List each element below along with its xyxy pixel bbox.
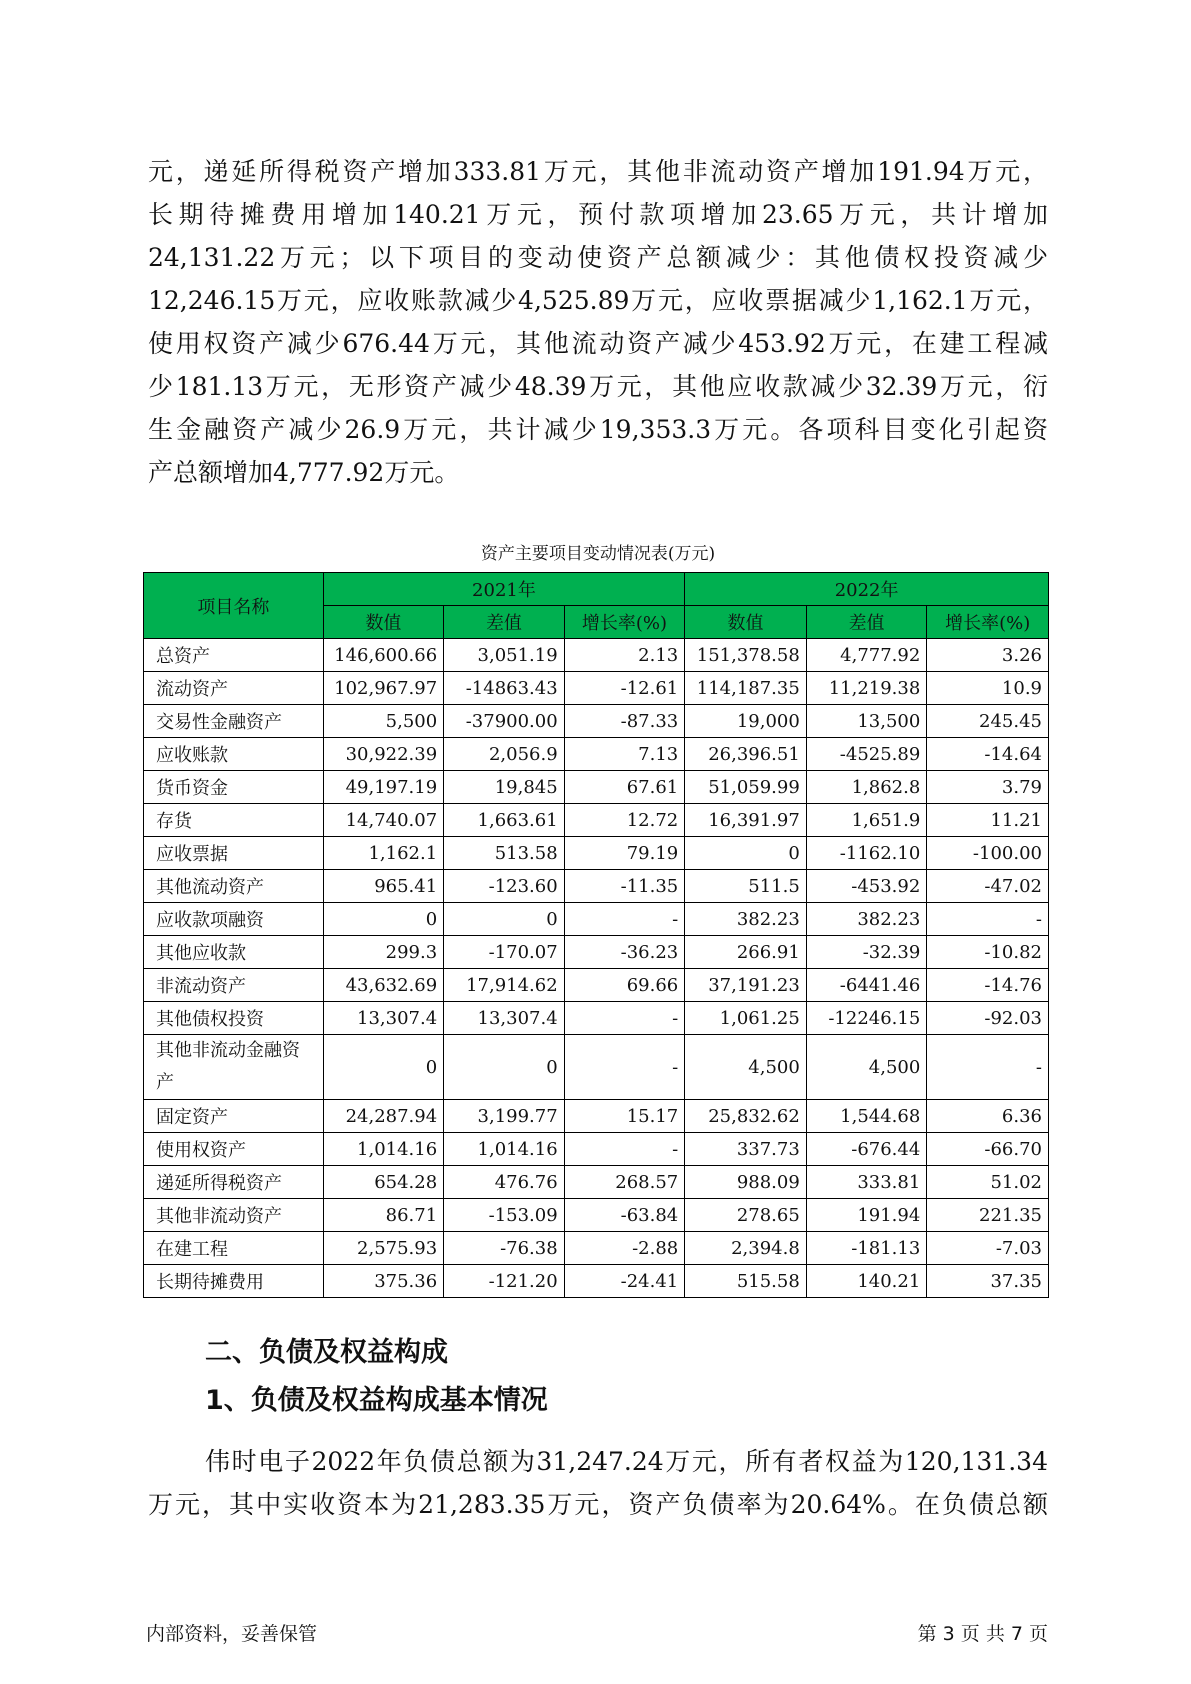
row-item-name: 总资产 — [144, 639, 324, 672]
table-row — [144, 804, 1049, 837]
row-item-name: 非流动资产 — [144, 969, 324, 1002]
row-item-name: 货币资金 — [144, 771, 324, 804]
table-cell: 79.19 — [564, 837, 685, 870]
row-item-name: 应收票据 — [144, 837, 324, 870]
table-cell: 1,544.68 — [806, 1100, 927, 1133]
table-cell: -123.60 — [444, 870, 565, 903]
footer-page-number: 第 3 页 共 7 页 — [917, 1623, 1048, 1645]
table-cell: 151,378.58 — [685, 639, 807, 672]
table-cell: 1,014.16 — [323, 1133, 444, 1166]
table-cell: 43,632.69 — [323, 969, 444, 1002]
table-cell: 26,396.51 — [685, 738, 807, 771]
table-cell: -121.20 — [444, 1265, 565, 1298]
table-cell: 7.13 — [564, 738, 685, 771]
table-cell: 0 — [444, 903, 565, 936]
table-cell: 51.02 — [927, 1166, 1049, 1199]
table-cell: -87.33 — [564, 705, 685, 738]
table-cell: 266.91 — [685, 936, 807, 969]
table-cell: -11.35 — [564, 870, 685, 903]
table-cell: 1,862.8 — [806, 771, 927, 804]
footer-confidential-note: 内部资料，妥善保管 — [146, 1623, 318, 1645]
table-cell: -92.03 — [927, 1002, 1049, 1035]
table-cell: 2,394.8 — [685, 1232, 807, 1265]
table-cell: 2,575.93 — [323, 1232, 444, 1265]
row-item-name: 应收款项融资 — [144, 903, 324, 936]
table-cell: 140.21 — [806, 1265, 927, 1298]
subheader-difference: 差值 — [806, 606, 927, 639]
table-cell: -36.23 — [564, 936, 685, 969]
table-cell: -7.03 — [927, 1232, 1049, 1265]
table-cell: -37900.00 — [444, 705, 565, 738]
row-item-name: 交易性金融资产 — [144, 705, 324, 738]
table-cell: 4,500 — [685, 1035, 807, 1100]
table-cell: -32.39 — [806, 936, 927, 969]
paragraph-line: 长期待摊费用增加140.21万元，预付款项增加23.65万元，共计增加 — [148, 200, 1048, 229]
table-cell: -24.41 — [564, 1265, 685, 1298]
table-cell: 268.57 — [564, 1166, 685, 1199]
row-item-name: 其他流动资产 — [144, 870, 324, 903]
table-cell: -14.64 — [927, 738, 1049, 771]
section-heading: 二、负债及权益构成 — [205, 1337, 448, 1368]
table-cell: -12.61 — [564, 672, 685, 705]
table-cell: 221.35 — [927, 1199, 1049, 1232]
intro-paragraph — [148, 150, 1048, 494]
table-cell: 17,914.62 — [444, 969, 565, 1002]
table-row — [144, 837, 1049, 870]
subheader-growth-rate: 增长率(%) — [564, 606, 685, 639]
paragraph-line: 12,246.15万元，应收账款减少4,525.89万元，应收票据减少1,162.1万元， — [148, 286, 1048, 315]
table-cell: 25,832.62 — [685, 1100, 807, 1133]
table-row — [144, 771, 1049, 804]
table-cell: 375.36 — [323, 1265, 444, 1298]
subheader-value: 数值 — [685, 606, 807, 639]
paragraph-line: 元，递延所得税资产增加333.81万元，其他非流动资产增加191.94万元， — [148, 157, 1048, 186]
table-cell: 6.36 — [927, 1100, 1049, 1133]
table-cell: 333.81 — [806, 1166, 927, 1199]
header-year-2022: 2022年 — [685, 573, 1049, 606]
table-cell: 30,922.39 — [323, 738, 444, 771]
table-cell: - — [564, 1035, 685, 1100]
table-row — [144, 870, 1049, 903]
table-cell: -676.44 — [806, 1133, 927, 1166]
subheader-difference: 差值 — [444, 606, 565, 639]
table-body — [144, 639, 1049, 1298]
table-cell: - — [564, 903, 685, 936]
table-row — [144, 1035, 1049, 1100]
table-row — [144, 738, 1049, 771]
table-cell: 654.28 — [323, 1166, 444, 1199]
subheader-growth-rate: 增长率(%) — [927, 606, 1049, 639]
table-row — [144, 903, 1049, 936]
table-cell: -14.76 — [927, 969, 1049, 1002]
table-cell: 382.23 — [685, 903, 807, 936]
row-item-name: 存货 — [144, 804, 324, 837]
table-cell: 299.3 — [323, 936, 444, 969]
row-item-name: 在建工程 — [144, 1232, 324, 1265]
row-item-name: 其他非流动金融资产 — [144, 1035, 324, 1100]
table-cell: 49,197.19 — [323, 771, 444, 804]
table-row — [144, 936, 1049, 969]
table-row — [144, 639, 1049, 672]
table-cell: 278.65 — [685, 1199, 807, 1232]
header-item-name: 项目名称 — [144, 573, 324, 639]
asset-change-table — [143, 572, 1049, 1298]
table-cell: 13,500 — [806, 705, 927, 738]
table-cell: 67.61 — [564, 771, 685, 804]
row-item-name: 使用权资产 — [144, 1133, 324, 1166]
table-cell: 2,056.9 — [444, 738, 565, 771]
table-cell: 476.76 — [444, 1166, 565, 1199]
table-cell: -14863.43 — [444, 672, 565, 705]
table-caption: 资产主要项目变动情况表(万元) — [480, 544, 716, 564]
table-cell: -12246.15 — [806, 1002, 927, 1035]
table-cell: 3,199.77 — [444, 1100, 565, 1133]
table-cell: 102,967.97 — [323, 672, 444, 705]
table-cell: 0 — [444, 1035, 565, 1100]
table-cell: 19,000 — [685, 705, 807, 738]
table-cell: -63.84 — [564, 1199, 685, 1232]
table-cell: -66.70 — [927, 1133, 1049, 1166]
table-cell: 14,740.07 — [323, 804, 444, 837]
table-cell: 13,307.4 — [323, 1002, 444, 1035]
table-cell: 1,014.16 — [444, 1133, 565, 1166]
table-cell: 1,663.61 — [444, 804, 565, 837]
subsection-heading: 1、负债及权益构成基本情况 — [205, 1385, 548, 1416]
table-cell: 513.58 — [444, 837, 565, 870]
table-cell: 245.45 — [927, 705, 1049, 738]
table-cell: 37,191.23 — [685, 969, 807, 1002]
table-cell: 5,500 — [323, 705, 444, 738]
table-cell: 24,287.94 — [323, 1100, 444, 1133]
table-cell: 1,061.25 — [685, 1002, 807, 1035]
paragraph-line: 生金融资产减少26.9万元，共计减少19,353.3万元。各项科目变化引起资 — [148, 415, 1048, 444]
table-cell: 337.73 — [685, 1133, 807, 1166]
table-cell: -181.13 — [806, 1232, 927, 1265]
table-row — [144, 1002, 1049, 1035]
table-cell: -100.00 — [927, 837, 1049, 870]
table-cell: 51,059.99 — [685, 771, 807, 804]
paragraph-line: 伟时电子2022年负债总额为31,247.24万元，所有者权益为120,131.34 — [205, 1447, 1048, 1476]
table-cell: -4525.89 — [806, 738, 927, 771]
table-cell: 515.58 — [685, 1265, 807, 1298]
table-cell: -6441.46 — [806, 969, 927, 1002]
table-row — [144, 1133, 1049, 1166]
table-cell: 37.35 — [927, 1265, 1049, 1298]
subheader-value: 数值 — [323, 606, 444, 639]
liabilities-paragraph — [148, 1440, 1048, 1526]
table-cell: 965.41 — [323, 870, 444, 903]
row-item-name: 固定资产 — [144, 1100, 324, 1133]
row-item-name: 其他债权投资 — [144, 1002, 324, 1035]
table-cell: - — [564, 1002, 685, 1035]
table-row — [144, 1199, 1049, 1232]
table-cell: 382.23 — [806, 903, 927, 936]
table-cell: -10.82 — [927, 936, 1049, 969]
paragraph-line: 少181.13万元，无形资产减少48.39万元，其他应收款减少32.39万元，衍 — [148, 372, 1048, 401]
row-item-name: 长期待摊费用 — [144, 1265, 324, 1298]
table-row — [144, 1232, 1049, 1265]
paragraph-line: 24,131.22万元；以下项目的变动使资产总额减少：其他债权投资减少 — [148, 243, 1048, 272]
table-cell: 11,219.38 — [806, 672, 927, 705]
table-cell: -76.38 — [444, 1232, 565, 1265]
table-cell: 69.66 — [564, 969, 685, 1002]
table-cell: -453.92 — [806, 870, 927, 903]
table-cell: 13,307.4 — [444, 1002, 565, 1035]
table-cell: 146,600.66 — [323, 639, 444, 672]
table-cell: -2.88 — [564, 1232, 685, 1265]
table-row — [144, 1100, 1049, 1133]
table-cell: 12.72 — [564, 804, 685, 837]
row-item-name: 流动资产 — [144, 672, 324, 705]
table-cell: 3.26 — [927, 639, 1049, 672]
table-cell: - — [927, 1035, 1049, 1100]
paragraph-line: 产总额增加4,777.92万元。 — [148, 458, 460, 487]
table-cell: 0 — [323, 1035, 444, 1100]
table-cell: -153.09 — [444, 1199, 565, 1232]
table-cell: -47.02 — [927, 870, 1049, 903]
table-cell: 511.5 — [685, 870, 807, 903]
table-row — [144, 1265, 1049, 1298]
table-cell: 114,187.35 — [685, 672, 807, 705]
table-cell: 86.71 — [323, 1199, 444, 1232]
table-cell: - — [564, 1133, 685, 1166]
table-cell: 2.13 — [564, 639, 685, 672]
table-cell: 1,162.1 — [323, 837, 444, 870]
table-row — [144, 969, 1049, 1002]
table-cell: -1162.10 — [806, 837, 927, 870]
header-year-2021: 2021年 — [323, 573, 685, 606]
table-cell: 191.94 — [806, 1199, 927, 1232]
table-cell: 15.17 — [564, 1100, 685, 1133]
table-cell: 0 — [323, 903, 444, 936]
table-cell: 4,500 — [806, 1035, 927, 1100]
table-row — [144, 705, 1049, 738]
table-cell: 3.79 — [927, 771, 1049, 804]
table-row — [144, 1166, 1049, 1199]
row-item-name: 递延所得税资产 — [144, 1166, 324, 1199]
paragraph-line: 使用权资产减少676.44万元，其他流动资产减少453.92万元，在建工程减 — [148, 329, 1048, 358]
row-item-name: 应收账款 — [144, 738, 324, 771]
table-cell: 19,845 — [444, 771, 565, 804]
table-cell: 988.09 — [685, 1166, 807, 1199]
table-cell: 1,651.9 — [806, 804, 927, 837]
table-cell: 0 — [685, 837, 807, 870]
table-row — [144, 672, 1049, 705]
table-cell: 4,777.92 — [806, 639, 927, 672]
table-cell: - — [927, 903, 1049, 936]
row-item-name: 其他非流动资产 — [144, 1199, 324, 1232]
table-cell: 11.21 — [927, 804, 1049, 837]
table-cell: -170.07 — [444, 936, 565, 969]
table-cell: 3,051.19 — [444, 639, 565, 672]
table-cell: 10.9 — [927, 672, 1049, 705]
paragraph-line: 万元，其中实收资本为21,283.35万元，资产负债率为20.64%。在负债总额 — [148, 1490, 1048, 1519]
table-cell: 16,391.97 — [685, 804, 807, 837]
row-item-name: 其他应收款 — [144, 936, 324, 969]
